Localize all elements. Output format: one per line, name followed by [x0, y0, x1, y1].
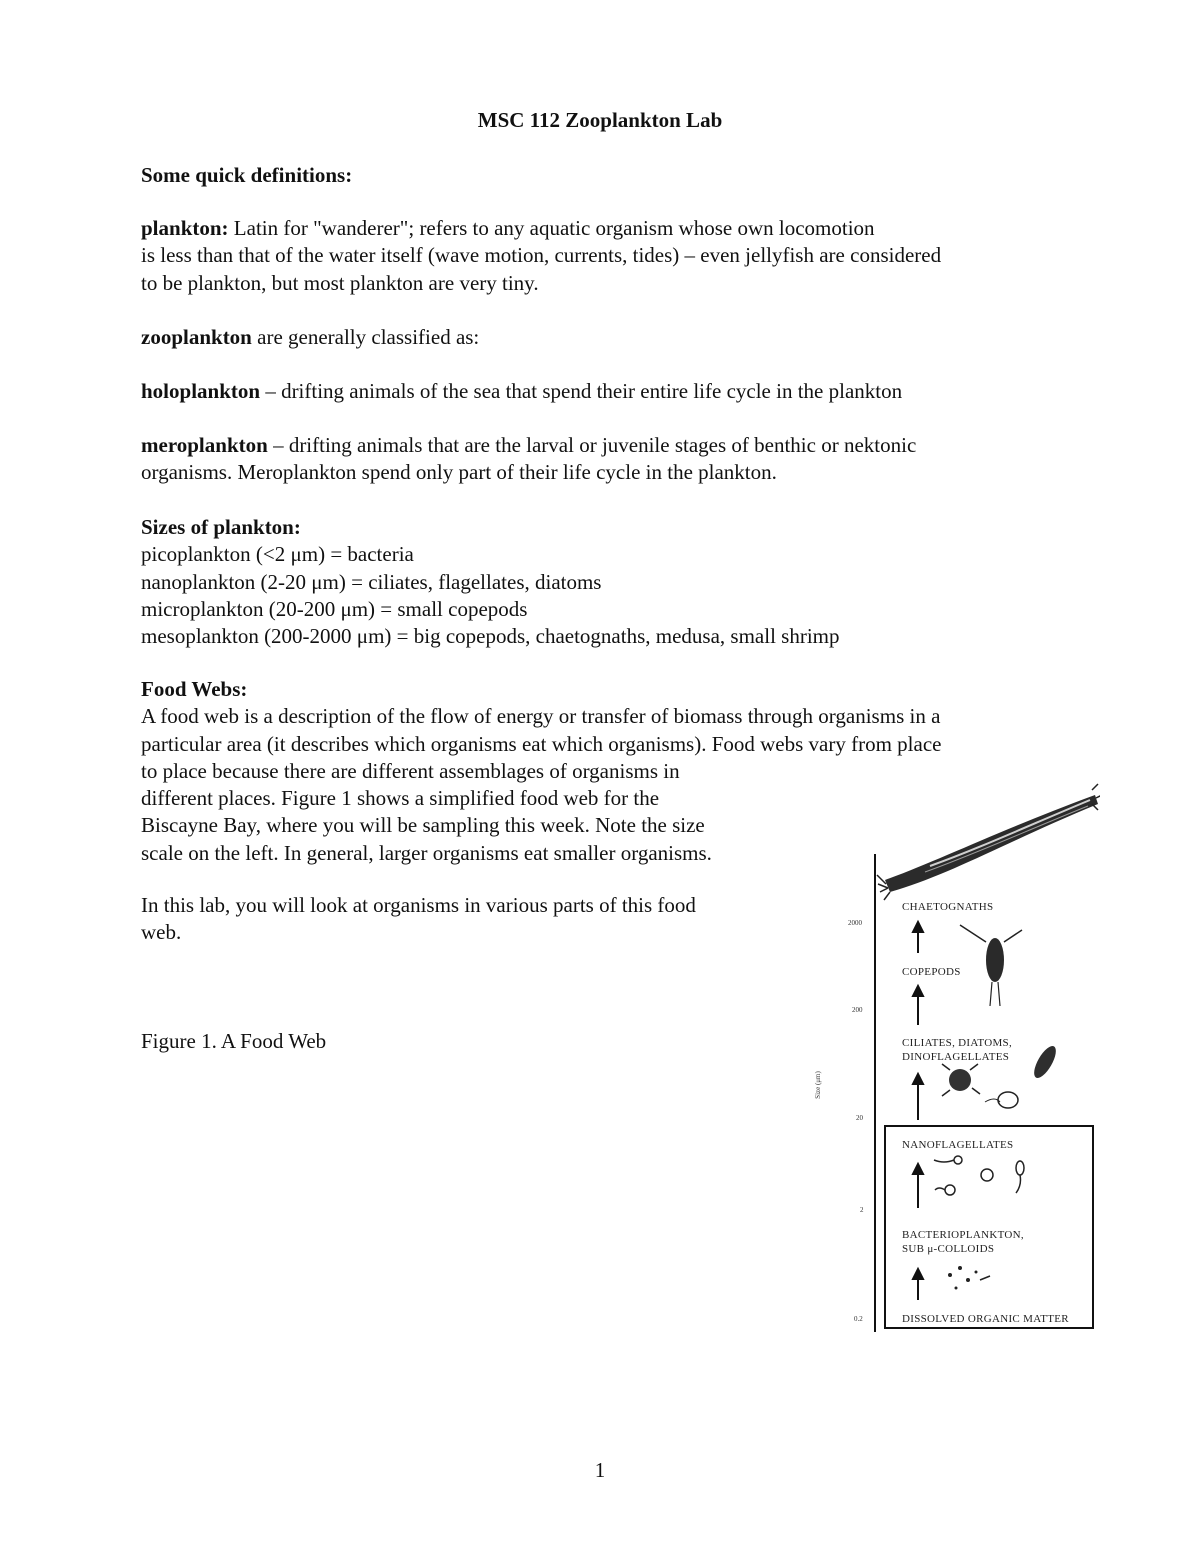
definitions-heading: Some quick definitions: [141, 163, 353, 187]
plankton-sizes [141, 514, 1061, 650]
meroplankton-text-line: organisms. Meroplankton spend only part of their life cycle in the plankton. [141, 460, 777, 485]
tick-label: 20 [856, 1114, 863, 1122]
nano-bacterio-box [885, 1126, 1093, 1328]
tick-label: 0.2 [854, 1315, 863, 1323]
plankton-text-line: is less than that of the water itself (wave motion, currents, tides) – even jellyfish are considered [141, 243, 942, 268]
plankton-term: plankton: [141, 216, 229, 240]
level-label: COPEPODS [902, 966, 961, 978]
bacteria-illustration [948, 1266, 990, 1290]
meroplankton-term: meroplankton [141, 433, 268, 457]
holoplankton-text: – drifting animals of the sea that spend their entire life cycle in the plankton [265, 379, 903, 403]
size-item: microplankton (20-200 μm) = small copepods [141, 596, 528, 621]
level-label: CILIATES, DIATOMS, [902, 1037, 1013, 1049]
tick-label: 200 [852, 1006, 863, 1014]
figure-caption: Figure 1. A Food Web [141, 1029, 327, 1053]
food-webs-text-line: scale on the left. In general, larger organisms eat smaller organisms. [141, 840, 712, 865]
tick-label: 2000 [848, 919, 862, 927]
tick-label: 2 [860, 1206, 864, 1214]
food-webs-text-line: different places. Figure 1 shows a simplified food web for the [141, 786, 660, 811]
food-webs-text-line: A food web is a description of the flow of energy or transfer of biomass through organisms in a [141, 704, 941, 729]
plankton-definition [141, 215, 1061, 297]
level-label: DISSOLVED ORGANIC MATTER [902, 1313, 1069, 1325]
axis-label: Size (μm) [814, 1071, 822, 1099]
meroplankton-definition [141, 432, 1061, 487]
chaetognath-illustration [877, 784, 1100, 900]
food-web-figure [800, 770, 1100, 1350]
copepod-illustration [960, 925, 1022, 1006]
plankton-text-line: to be plankton, but most plankton are very tiny. [141, 270, 539, 295]
food-webs-text-line: Biscayne Bay, where you will be sampling this week. Note the size [141, 813, 705, 838]
holoplankton-definition [141, 378, 1061, 405]
nanoflagellate-illustration [934, 1156, 1024, 1195]
zooplankton-definition [141, 324, 1061, 351]
size-item: mesoplankton (200-2000 μm) = big copepods, chaetognaths, medusa, small shrimp [141, 624, 840, 649]
food-webs-text-line: to place because there are different assemblages of organisms in [141, 758, 680, 783]
meroplankton-text-line: – drifting animals that are the larval or juvenile stages of benthic or nektonic [273, 433, 917, 457]
food-webs-text-line: particular area (it describes which organisms eat which organisms). Food webs vary from place [141, 731, 942, 756]
page-title: MSC 112 Zooplankton Lab [477, 108, 723, 132]
lab-intro-line: web. [141, 920, 182, 945]
page-number: 1 [594, 1458, 606, 1482]
level-label: SUB μ-COLLOIDS [902, 1243, 995, 1255]
size-item: picoplankton (<2 μm) = bacteria [141, 542, 414, 567]
holoplankton-term: holoplankton [141, 379, 261, 403]
size-item: nanoplankton (2-20 μm) = ciliates, flagellates, diatoms [141, 569, 602, 594]
lab-intro-line: In this lab, you will look at organisms in various parts of this food [141, 893, 696, 917]
level-label: CHAETOGNATHS [902, 901, 994, 913]
zooplankton-text: are generally classified as: [257, 325, 480, 349]
zooplankton-term: zooplankton [141, 325, 252, 349]
level-label: BACTERIOPLANKTON, [902, 1229, 1024, 1241]
food-webs-heading: Food Webs: [141, 677, 248, 701]
sizes-heading: Sizes of plankton: [141, 515, 301, 539]
level-label: DINOFLAGELLATES [902, 1051, 1010, 1063]
level-label: NANOFLAGELLATES [902, 1139, 1014, 1151]
plankton-text-line: Latin for "wanderer"; refers to any aquatic organism whose own locomotion [233, 216, 875, 240]
